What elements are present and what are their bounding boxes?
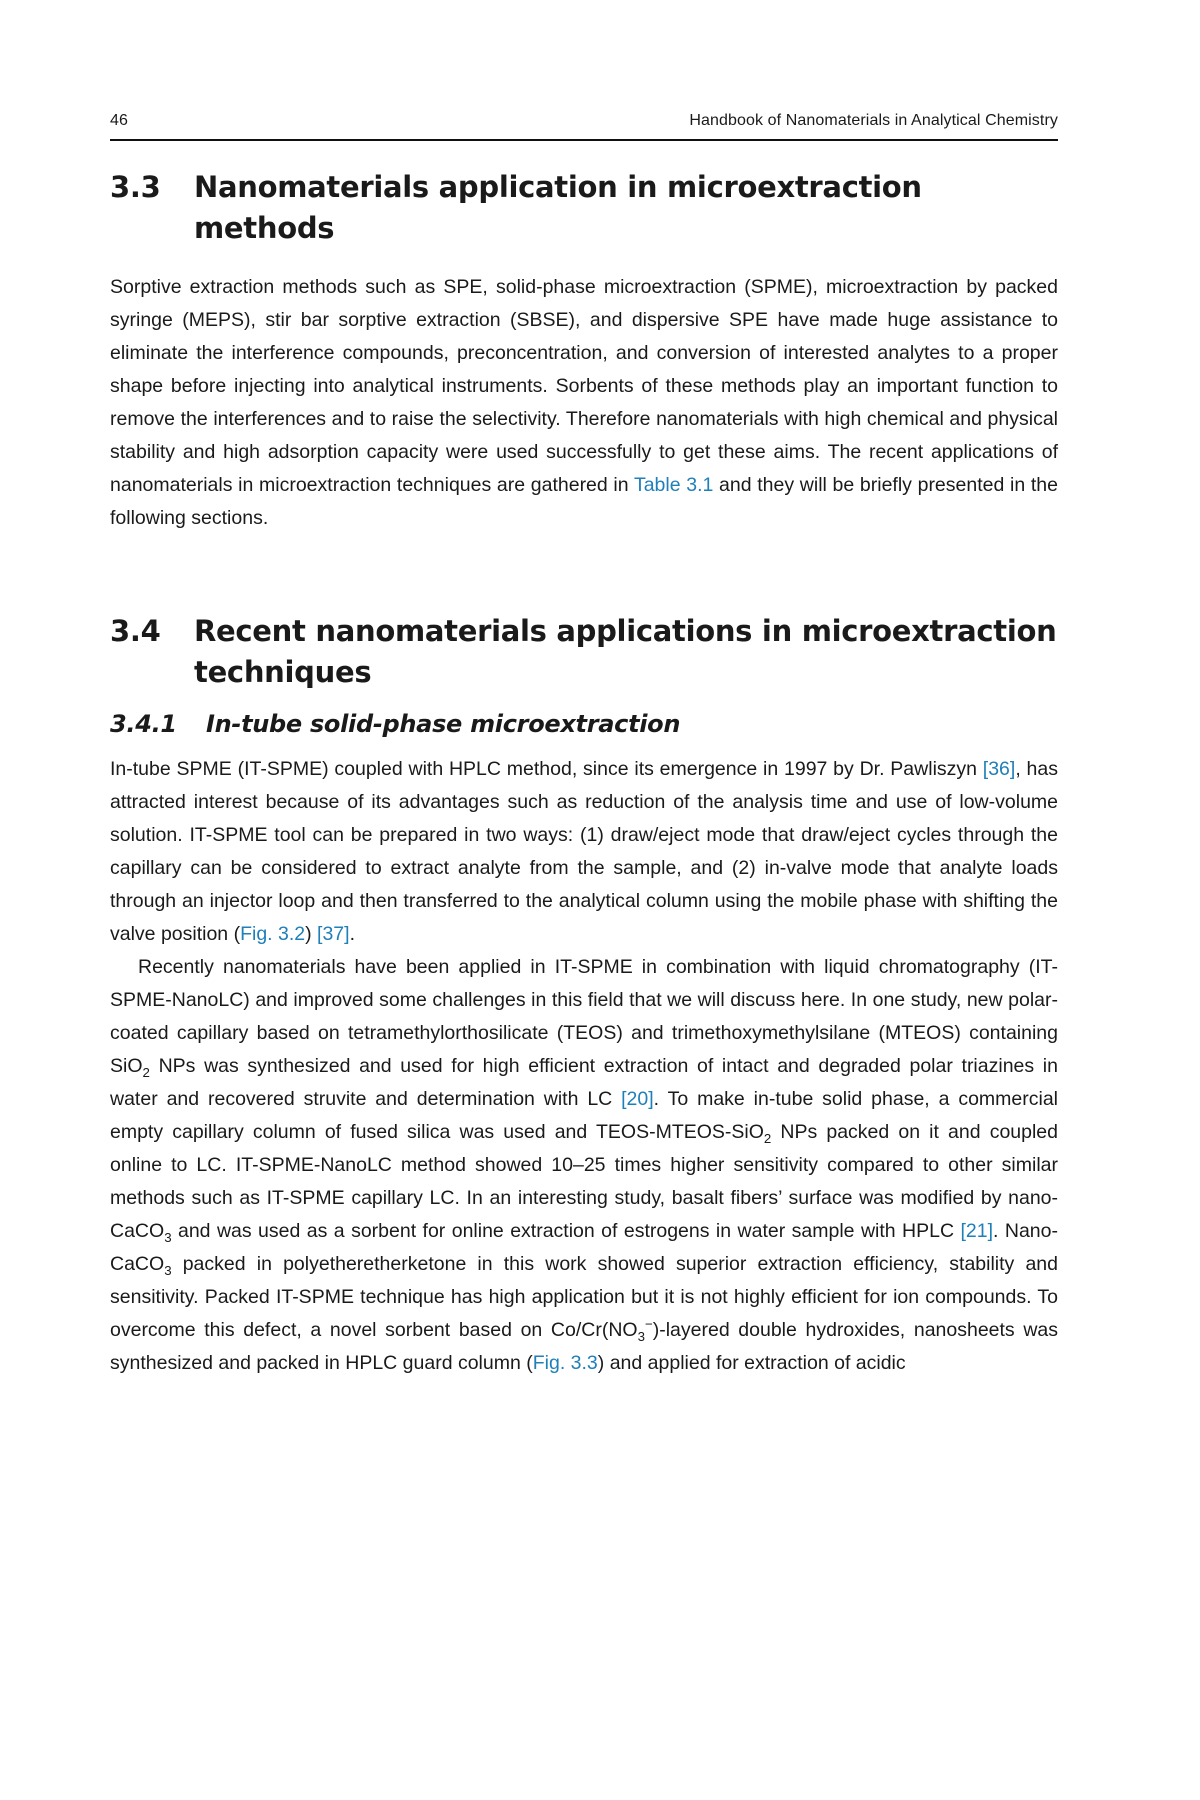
citation-20-link[interactable]: [20] — [621, 1088, 654, 1110]
superscript: − — [644, 1316, 653, 1332]
subsection-title: In-tube solid-phase microextraction — [206, 710, 681, 738]
section-title: Nanomaterials application in microextraction methods — [194, 170, 922, 245]
subscript: 3 — [637, 1328, 645, 1344]
paragraph-3-4-1-a — [110, 753, 1058, 951]
book-title: Handbook of Nanomaterials in Analytical Chemistry — [689, 112, 1058, 129]
citation-36-link[interactable]: [36] — [982, 758, 1016, 780]
paragraph-text: and they will be briefly presented in the following sections. — [110, 474, 1058, 529]
paragraph-text: NPs packed on it and coupled online to LC. IT-SPME-NanoLC method showed 10–25 times higher sensitivity compared to other similar methods such as IT-SPME capillary LC. In an interesting study, basalt fibers’ surface was modified by nano-CaCO — [110, 1121, 1058, 1242]
subsection-heading-3-4-1 — [110, 707, 1058, 741]
section-heading-3-4 — [110, 611, 1058, 693]
paragraph-text: Recently nanomaterials have been applied in IT-SPME in combination with liquid chromatography (IT-SPME-NanoLC) and improved some challenges in this field that we will discuss here. In one study, new polar-coated capillary based on tetramethylorthosilicate (TEOS) and trimethoxymethylsilane (MTEOS) containing SiO — [110, 956, 1058, 1077]
paragraph-text: ) and applied for extraction of acidic — [597, 1352, 906, 1374]
paragraph-text: )-layered double hydroxides, nanosheets was synthesized and packed in HPLC guard column ( — [110, 1319, 1058, 1374]
paragraph-text: , has attracted interest because of its advantages such as reduction of the analysis time and use of low-volume solution. IT-SPME tool can be prepared in two ways: (1) draw/eject mode that draw/eject cycles through the capillary can be considered to extract analyte from the sample, and (2) in-valve mode that analyte loads through an injector loop and then transferred to the analytical column using the mobile phase with shifting the valve position ( — [110, 758, 1058, 945]
page-number: 46 — [110, 112, 128, 129]
table-3-1-link[interactable]: Table 3.1 — [633, 474, 714, 496]
subscript: 2 — [142, 1064, 150, 1080]
paragraph-text: packed in polyetheretherketone in this work showed superior extraction efficiency, stability and sensitivity. Packed IT-SPME technique has high application but it is not highly efficient for ion compounds. To overcome this defect, a novel sorbent based on Co/Cr(NO — [110, 1253, 1058, 1341]
citation-37-link[interactable]: [37] — [317, 923, 350, 945]
subsection-number: 3.4.1 — [110, 710, 177, 738]
paragraph-3-3 — [110, 271, 1058, 535]
section-number: 3.4 — [110, 614, 161, 648]
paragraph-text: . Nano-CaCO — [110, 1220, 1058, 1275]
paragraph-text: NPs was synthesized and used for high efficient extraction of intact and degraded polar triazines in water and recovered struvite and determination with LC — [110, 1055, 1058, 1110]
paragraph-text: . To make in-tube solid phase, a commercial empty capillary column of fused silica was used and TEOS-MTEOS-SiO — [110, 1088, 1058, 1143]
section-title: Recent nanomaterials applications in microextraction techniques — [194, 614, 1057, 689]
section-heading-3-3 — [110, 167, 1058, 249]
subscript: 3 — [164, 1229, 172, 1245]
paragraph-text: ) — [305, 923, 318, 945]
paragraph-text: and was used as a sorbent for online extraction of estrogens in water sample with HPLC — [171, 1220, 961, 1242]
section-number: 3.3 — [110, 170, 161, 204]
subscript: 3 — [164, 1262, 172, 1278]
figure-3-2-link[interactable]: Fig. 3.2 — [240, 923, 306, 945]
subscript: 2 — [763, 1130, 772, 1146]
paragraph-text: In-tube SPME (IT-SPME) coupled with HPLC method, since its emergence in 1997 by Dr. Pawliszyn — [110, 758, 983, 780]
paragraph-3-4-1-b — [110, 951, 1058, 1380]
running-header — [110, 112, 1058, 141]
paragraph-text: Sorptive extraction methods such as SPE, solid-phase microextraction (SPME), microextraction by packed syringe (MEPS), stir bar sorptive extraction (SBSE), and dispersive SPE have made huge assistance to eliminate the interference compounds, preconcentration, and conversion of interested analytes to a proper shape before injecting into analytical instruments. Sorbents of these methods play an important function to remove the interferences and to raise the selectivity. Therefore nanomaterials with high chemical and physical stability and high adsorption capacity were used successfully to get these aims. The recent applications of nanomaterials in microextraction techniques are gathered in — [110, 276, 1058, 496]
figure-3-3-link[interactable]: Fig. 3.3 — [532, 1352, 598, 1374]
paragraph-text: . — [349, 923, 355, 945]
citation-21-link[interactable]: [21] — [960, 1220, 994, 1242]
